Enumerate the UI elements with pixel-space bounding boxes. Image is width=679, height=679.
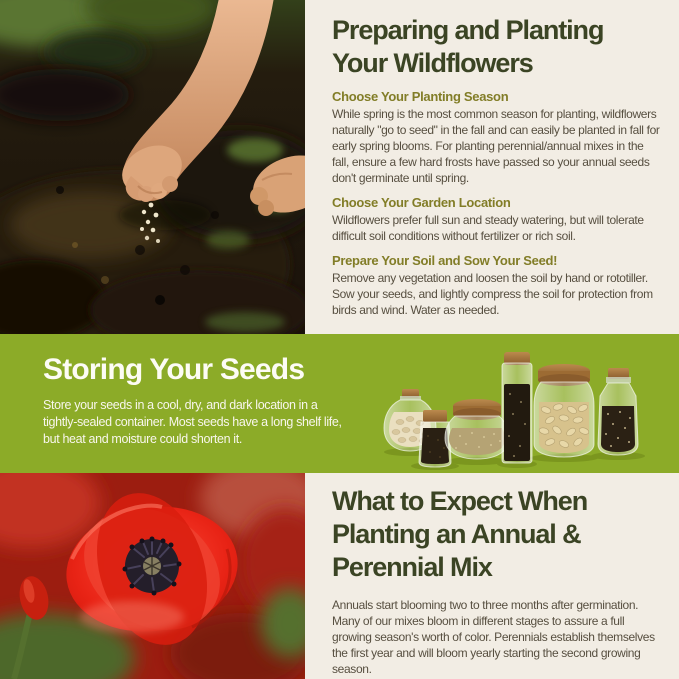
section-prepare-soil <box>332 253 663 318</box>
seed-jars-photo <box>380 344 672 473</box>
preparing-planting-panel <box>305 0 679 334</box>
jar-grain <box>445 399 509 459</box>
what-to-expect-body: Annuals start blooming two to three months after germination. Many of our mixes bloom in different stages to assure a full growing season's worth of color. Perennials establish themselves the first year and will bloom yearly starting the second growing season. <box>332 598 655 676</box>
planting-season-body: While spring is the most common season for planting, wildflowers naturally "go to seed" in the fall and can easily be planted in fall for early spring blooms. For planting perennial/annual mixes in the fall, ensure a few hard frosts have passed so your annual seeds don't germinate until spring. <box>332 107 660 185</box>
prepare-soil-subheading: Prepare Your Soil and Sow Your Seed! <box>332 253 558 268</box>
what-to-expect-panel <box>305 473 679 679</box>
planting-season-subheading: Choose Your Planting Season <box>332 89 509 104</box>
jar-tall-cylinder <box>502 352 532 463</box>
storing-seeds-text <box>43 353 353 448</box>
section-garden-location <box>332 195 663 244</box>
storing-seeds-heading: Storing Your Seeds <box>43 353 305 386</box>
soil-planting-photo <box>0 0 305 334</box>
what-to-expect-heading: What to Expect When Planting an Annual & Perennial Mix <box>332 486 588 582</box>
storing-seeds-band <box>0 334 679 473</box>
garden-location-subheading: Choose Your Garden Location <box>332 195 511 210</box>
section-planting-season <box>332 89 663 186</box>
jar-mixed-seeds <box>598 368 638 455</box>
garden-location-body: Wildflowers prefer full sun and steady watering, but will tolerate difficult soil conditions without fertilizer or rich soil. <box>332 213 644 243</box>
storing-seeds-body: Store your seeds in a cool, dry, and dark location in a tightly-sealed container. Most seeds have a long shelf life, but heat and moisture could shorten it. <box>43 398 342 446</box>
jar-pumpkin-seeds <box>534 364 594 457</box>
preparing-heading: Preparing and Planting Your Wildflowers <box>332 15 604 78</box>
poppy-photo <box>0 473 305 679</box>
prepare-soil-body: Remove any vegetation and loosen the soil by hand or rototiller. Sow your seeds, and lightly compress the soil for protection from birds and wind. Water as needed. <box>332 271 653 317</box>
